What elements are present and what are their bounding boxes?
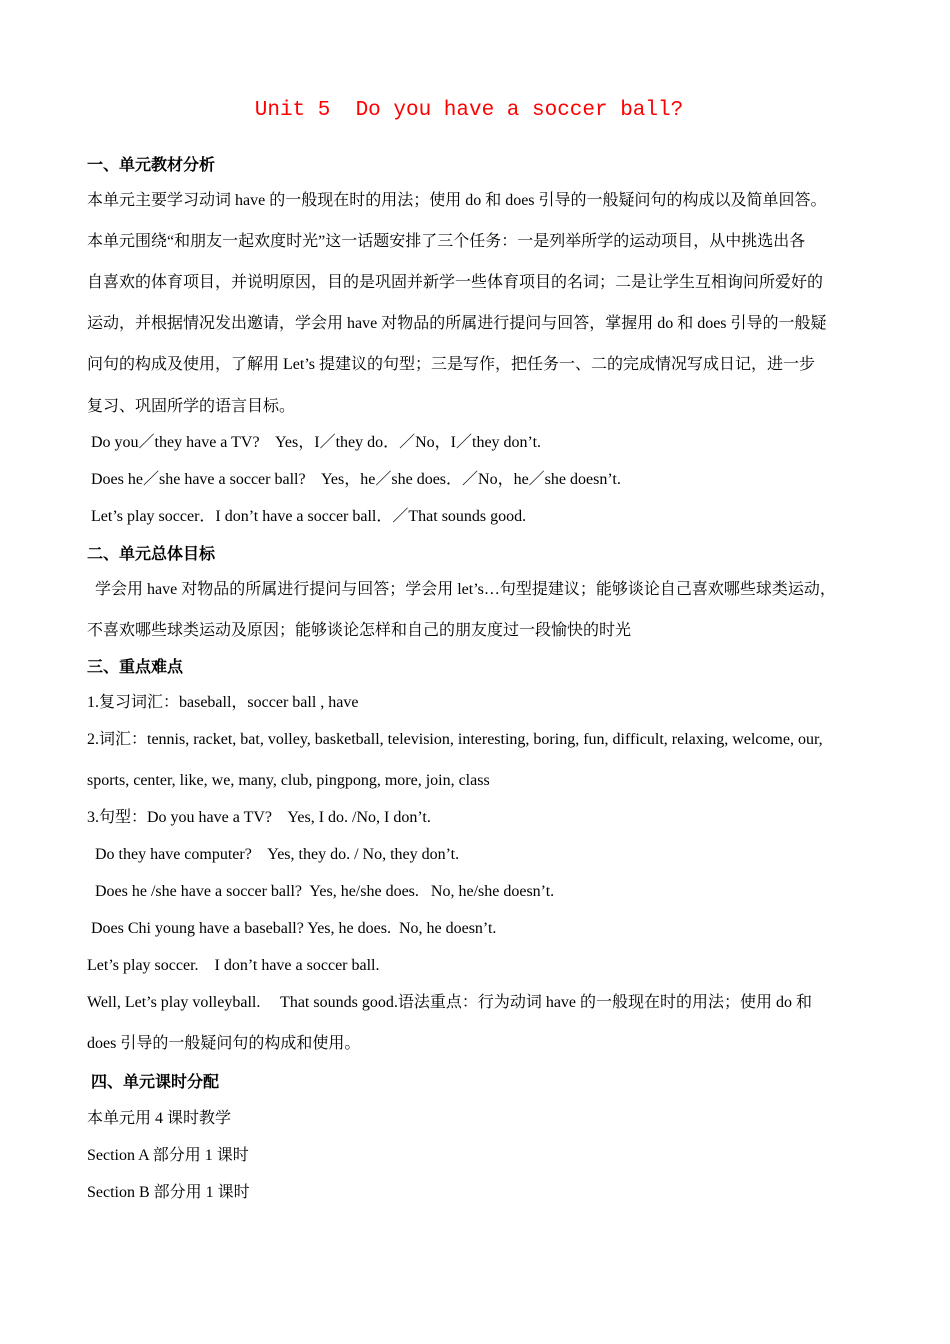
schedule-line: 本单元用 4 课时教学 xyxy=(87,1110,232,1127)
key-point-line: sports, center, like, we, many, club, pingpong, more, join, class xyxy=(87,772,490,789)
key-point-line: 1.复习词汇：baseball，soccer ball , have xyxy=(87,694,359,711)
key-point-line: 3.句型：Do you have a TV? Yes, I do. /No, I don’t. xyxy=(87,809,431,826)
section-heading-schedule: 四、单元课时分配 xyxy=(87,1074,220,1091)
paragraph-line: 运动，并根据情况发出邀请，学会用 have 对物品的所属进行提问与回答，掌握用 do 和 does 引导的一般疑 xyxy=(87,315,827,332)
example-sentence: Let’s play soccer．I don’t have a soccer ball．／That sounds good. xyxy=(87,508,527,525)
schedule-line: Section A 部分用 1 课时 xyxy=(87,1147,249,1164)
paragraph-line: 自喜欢的体育项目，并说明原因，目的是巩固并新学一些体育项目的名词；二是让学生互相询问所爱好的 xyxy=(87,274,824,291)
paragraph-line: 不喜欢哪些球类运动及原因；能够谈论怎样和自己的朋友度过一段愉快的时光 xyxy=(87,622,632,639)
paragraph-line: 本单元围绕“和朋友一起欢度时光”这一话题安排了三个任务：一是列举所学的运动项目，从中挑选出各 xyxy=(87,233,806,250)
key-point-line: Let’s play soccer. I don’t have a soccer ball. xyxy=(87,957,380,974)
section-heading-goals: 二、单元总体目标 xyxy=(87,546,216,563)
example-sentence: Do you／they have a TV? Yes，I／they do．／No，I／they don’t. xyxy=(87,434,542,451)
key-point-line: Does he /she have a soccer ball? Yes, he/she does. No, he/she doesn’t. xyxy=(87,883,555,900)
key-point-line: 2.词汇：tennis, racket, bat, volley, basketball, television, interesting, boring, fun, difficult, relaxing, welcome, our, xyxy=(87,731,823,748)
key-point-line: Do they have computer? Yes, they do. / No, they don’t. xyxy=(87,846,460,863)
paragraph-line: 复习、巩固所学的语言目标。 xyxy=(87,398,296,415)
example-sentence: Does he／she have a soccer ball? Yes，he／she does．／No，he／she doesn’t. xyxy=(87,471,621,488)
document-title: Unit 5 Do you have a soccer ball? xyxy=(254,99,684,122)
key-point-line: Well, Let’s play volleyball. That sounds good.语法重点：行为动词 have 的一般现在时的用法；使用 do 和 xyxy=(87,994,813,1011)
paragraph-line: 学会用 have 对物品的所属进行提问与回答；学会用 let’s…句型提建议；能够谈论自己喜欢哪些球类运动， xyxy=(87,581,836,598)
section-heading-key-points: 三、重点难点 xyxy=(87,659,184,676)
paragraph-line: 问句的构成及使用，了解用 Let’s 提建议的句型；三是写作，把任务一、二的完成情况写成日记，进一步 xyxy=(87,356,815,373)
key-point-line: Does Chi young have a baseball? Yes, he does. No, he doesn’t. xyxy=(87,920,497,937)
section-heading-analysis: 一、单元教材分析 xyxy=(87,157,216,174)
key-point-line: does 引导的一般疑问句的构成和使用。 xyxy=(87,1035,361,1052)
paragraph-line: 本单元主要学习动词 have 的一般现在时的用法；使用 do 和 does 引导的一般疑问句的构成以及简单回答。 xyxy=(87,192,827,209)
schedule-line: Section B 部分用 1 课时 xyxy=(87,1184,250,1201)
